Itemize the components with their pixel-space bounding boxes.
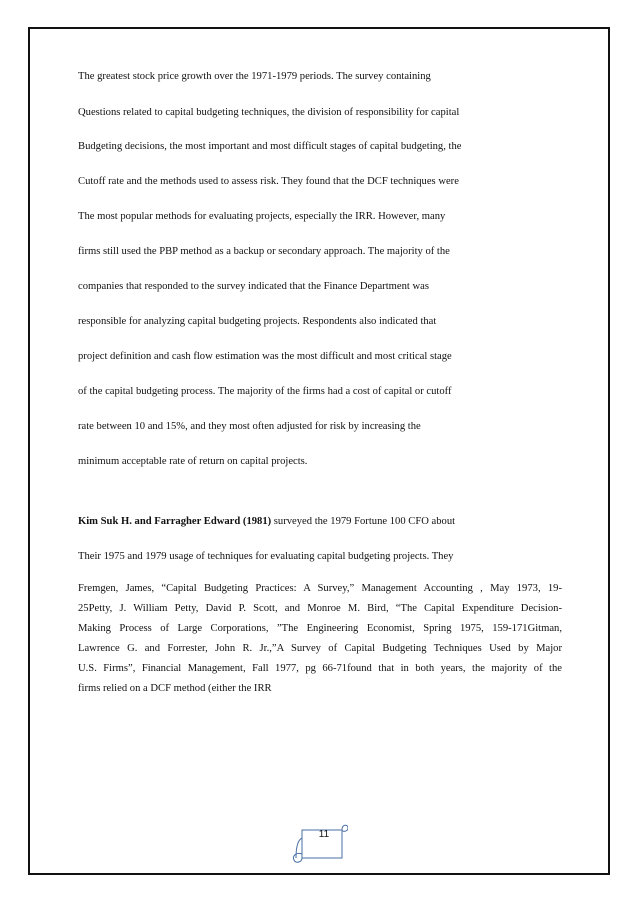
reference-line: Lawrence G. and Forrester, John R. Jr.,”A Survey of Capital Budgeting Techniques Used by Major	[78, 643, 562, 654]
body-line: rate between 10 and 15%, and they most often adjusted for risk by increasing the	[78, 421, 421, 432]
body-line: of the capital budgeting process. The majority of the firms had a cost of capital or cutoff	[78, 386, 452, 397]
paragraph2-line2: Their 1975 and 1979 usage of techniques for evaluating capital budgeting projects. They	[78, 551, 454, 562]
body-line: Cutoff rate and the methods used to assess risk. They found that the DCF techniques were	[78, 176, 459, 187]
reference-line: U.S. Firms”, Financial Management, Fall 1977, pg 66-71found that in both years, the majority of the	[78, 663, 562, 674]
reference-line: Fremgen, James, “Capital Budgeting Practices: A Survey,” Management Accounting , May 1973, 19-	[78, 583, 562, 594]
body-line: project definition and cash flow estimation was the most difficult and most critical stage	[78, 351, 452, 362]
body-line: minimum acceptable rate of return on capital projects.	[78, 456, 308, 467]
body-line: Questions related to capital budgeting techniques, the division of responsibility for capital	[78, 107, 460, 118]
author-citation: Kim Suk H. and Farragher Edward (1981)	[78, 516, 272, 527]
body-line: responsible for analyzing capital budgeting projects. Respondents also indicated that	[78, 316, 437, 327]
paragraph2-line1-rest: surveyed the 1979 Fortune 100 CFO about	[271, 516, 456, 527]
body-line: The greatest stock price growth over the 1971-1979 periods. The survey containing	[78, 71, 431, 82]
page-border	[28, 27, 610, 875]
body-line: companies that responded to the survey indicated that the Finance Department was	[78, 281, 429, 292]
body-line: firms still used the PBP method as a backup or secondary approach. The majority of the	[78, 246, 450, 257]
page-number: 11	[318, 829, 330, 840]
reference-line: Making Process of Large Corporations, ”The Engineering Economist, Spring 1975, 159-171Gitman,	[78, 623, 562, 634]
reference-line: firms relied on a DCF method (either the IRR	[78, 683, 272, 694]
paragraph2-line1	[78, 515, 455, 529]
body-line: The most popular methods for evaluating projects, especially the IRR. However, many	[78, 211, 446, 222]
body-line: Budgeting decisions, the most important and most difficult stages of capital budgeting, the	[78, 141, 462, 152]
reference-line: 25Petty, J. William Petty, David P. Scott, and Monroe M. Bird, “The Capital Expenditure Decision-	[78, 603, 562, 614]
